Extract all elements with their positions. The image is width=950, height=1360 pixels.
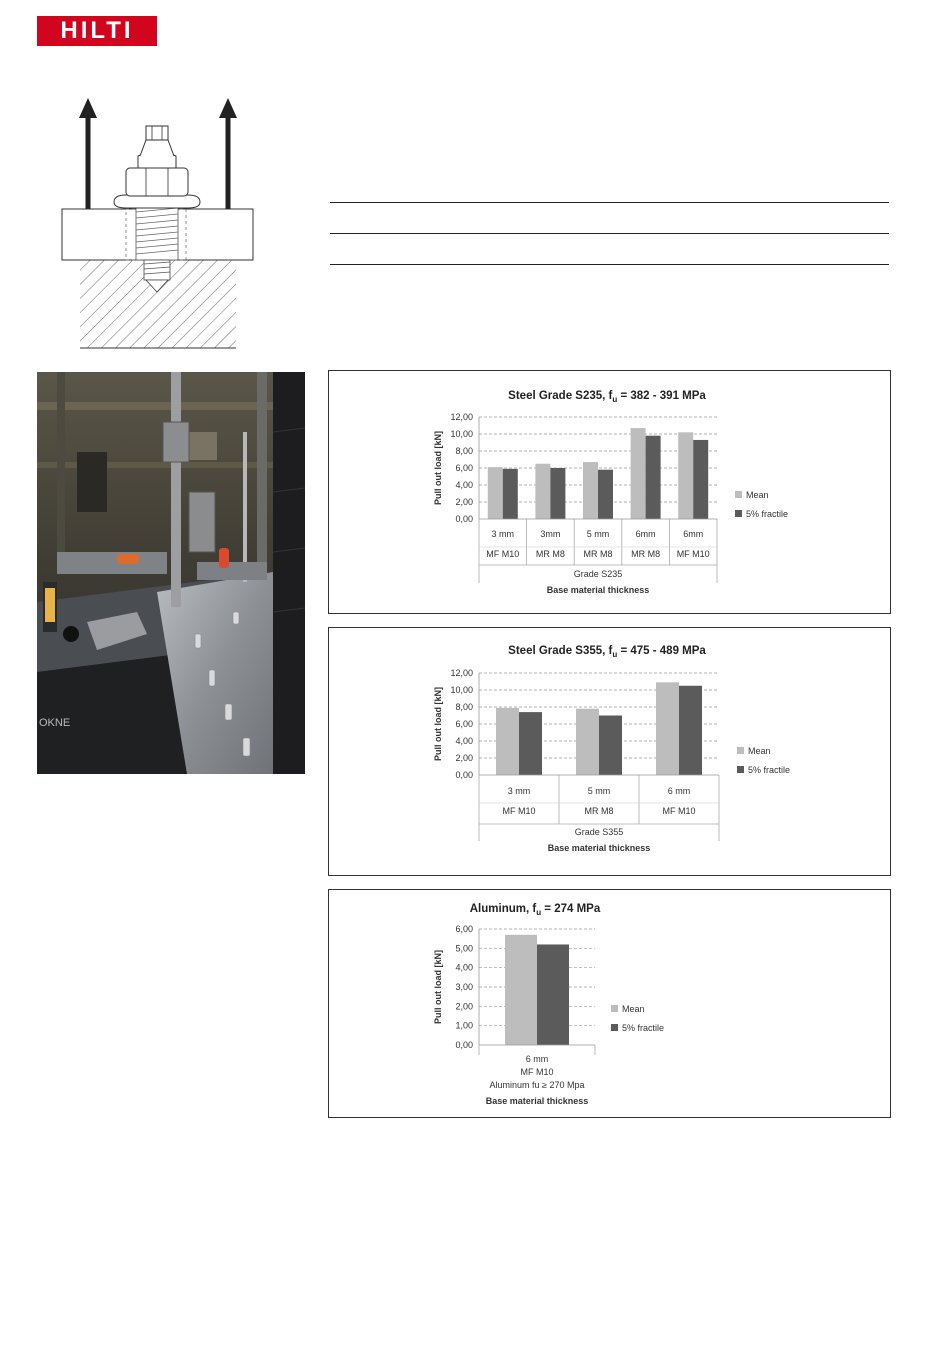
bar-mean <box>678 432 693 519</box>
x-tick-fastener: MF M10 <box>502 806 536 816</box>
x-tick-fastener: MF M10 <box>662 806 696 816</box>
divider-line <box>330 202 889 203</box>
x-tick-fastener: MR M8 <box>631 549 661 559</box>
y-tick-label: 2,00 <box>455 1001 473 1012</box>
x-tick-thickness: 6 mm <box>667 786 691 796</box>
bar-mean <box>535 464 550 519</box>
y-tick-label: 4,00 <box>455 962 473 973</box>
test-rig-photo <box>37 372 305 774</box>
x-tick-thickness: 5 mm <box>586 529 610 539</box>
y-tick-label: 4,00 <box>455 736 473 746</box>
x-axis-label: Base material thickness <box>485 1096 589 1106</box>
divider-line <box>330 233 889 234</box>
y-tick-label: 12,00 <box>450 412 473 422</box>
chart-s355 <box>328 627 891 876</box>
legend-label-mean: Mean <box>746 490 769 500</box>
chart-title: Steel Grade S235, $f_u = 382 - 391$ MPa <box>508 390 706 404</box>
pull-arrow-left <box>79 98 97 209</box>
x-tick-thickness: 6mm <box>683 529 704 539</box>
bar-fractile <box>537 944 569 1045</box>
y-tick-label: 8,00 <box>455 446 473 456</box>
y-tick-label: 3,00 <box>455 982 473 992</box>
legend-label-fractile: 5% fractile <box>748 765 791 775</box>
x-tick-thickness: 5 mm <box>587 786 611 796</box>
y-tick-label: 0,00 <box>455 514 473 524</box>
y-tick-label: 8,00 <box>455 702 473 712</box>
x-tick-fastener: MF M10 <box>520 1067 554 1077</box>
y-axis-label: Pull out load [kN] <box>433 431 443 505</box>
stud-pullout-drawing <box>58 94 258 352</box>
legend-label-mean: Mean <box>622 1004 645 1014</box>
x-tick-fastener: MF M10 <box>486 549 520 559</box>
legend-label-fractile: 5% fractile <box>746 509 789 519</box>
bar-fractile <box>519 712 542 775</box>
x-axis-label: Base material thickness <box>547 843 651 853</box>
bar-mean <box>496 708 519 775</box>
legend-swatch-fractile <box>611 1024 618 1031</box>
x-tick-fastener: MF M10 <box>676 549 710 559</box>
x-tick-fastener: MR M8 <box>583 549 613 559</box>
y-tick-label: 6,00 <box>455 463 473 473</box>
bar-fractile <box>599 716 622 776</box>
x-tick-thickness: 3 mm <box>507 786 531 796</box>
chart-s235 <box>328 370 891 614</box>
x-tick-thickness: 6mm <box>635 529 656 539</box>
y-axis-label: Pull out load [kN] <box>433 950 443 1024</box>
y-tick-label: 1,00 <box>455 1020 473 1031</box>
y-tick-label: 10,00 <box>450 429 473 439</box>
hex-nut <box>126 168 188 196</box>
legend-swatch-fractile <box>735 510 742 517</box>
bar-fractile <box>550 468 565 519</box>
legend-label-fractile: 5% fractile <box>622 1023 665 1033</box>
y-tick-label: 2,00 <box>455 497 473 507</box>
bar-fractile <box>598 470 613 519</box>
legend-swatch-mean <box>735 491 742 498</box>
bar-fractile <box>693 440 708 519</box>
chart-title: Aluminum, $f_u = 274$ MPa <box>469 903 601 917</box>
group-label: Aluminum fu ≥ 270 Mpa <box>489 1080 585 1090</box>
y-axis-label: Pull out load [kN] <box>433 687 443 761</box>
bar-fractile <box>646 436 661 519</box>
bar-mean <box>631 428 646 519</box>
y-tick-label: 6,00 <box>455 924 473 934</box>
legend-swatch-mean <box>737 747 744 754</box>
x-axis-label: Base material thickness <box>546 585 650 595</box>
y-tick-label: 4,00 <box>455 480 473 490</box>
svg-text:OKNE: OKNE <box>39 717 71 729</box>
x-tick-fastener: MR M8 <box>584 806 614 816</box>
bar-mean <box>488 467 503 519</box>
y-tick-label: 0,00 <box>455 1040 473 1050</box>
chart-title: Steel Grade S355, $f_u = 475 - 489$ MPa <box>508 645 706 659</box>
y-tick-label: 5,00 <box>455 943 473 954</box>
bar-mean <box>505 935 537 1045</box>
divider-line <box>330 264 889 265</box>
hilti-logo <box>37 16 157 46</box>
x-tick-thickness: 3mm <box>540 529 561 539</box>
x-tick-thickness: 6 mm <box>525 1054 549 1064</box>
y-tick-label: 12,00 <box>450 668 473 678</box>
y-tick-label: 2,00 <box>455 753 473 763</box>
group-label: Grade S235 <box>573 569 623 579</box>
bar-mean <box>656 682 679 775</box>
legend-label-mean: Mean <box>748 746 771 756</box>
bar-mean <box>576 709 599 775</box>
logo-text: HILTI <box>60 17 134 44</box>
group-label: Grade S355 <box>574 827 624 837</box>
x-tick-thickness: 3 mm <box>491 529 515 539</box>
x-tick-fastener: MR M8 <box>535 549 565 559</box>
chart-aluminum <box>328 889 891 1118</box>
y-tick-label: 6,00 <box>455 719 473 729</box>
y-tick-label: 10,00 <box>450 685 473 695</box>
legend-swatch-mean <box>611 1005 618 1012</box>
y-tick-label: 0,00 <box>455 770 473 780</box>
legend-swatch-fractile <box>737 766 744 773</box>
bar-mean <box>583 462 598 519</box>
pull-arrow-right <box>219 98 237 209</box>
bar-fractile <box>679 686 702 775</box>
bar-fractile <box>503 469 518 519</box>
